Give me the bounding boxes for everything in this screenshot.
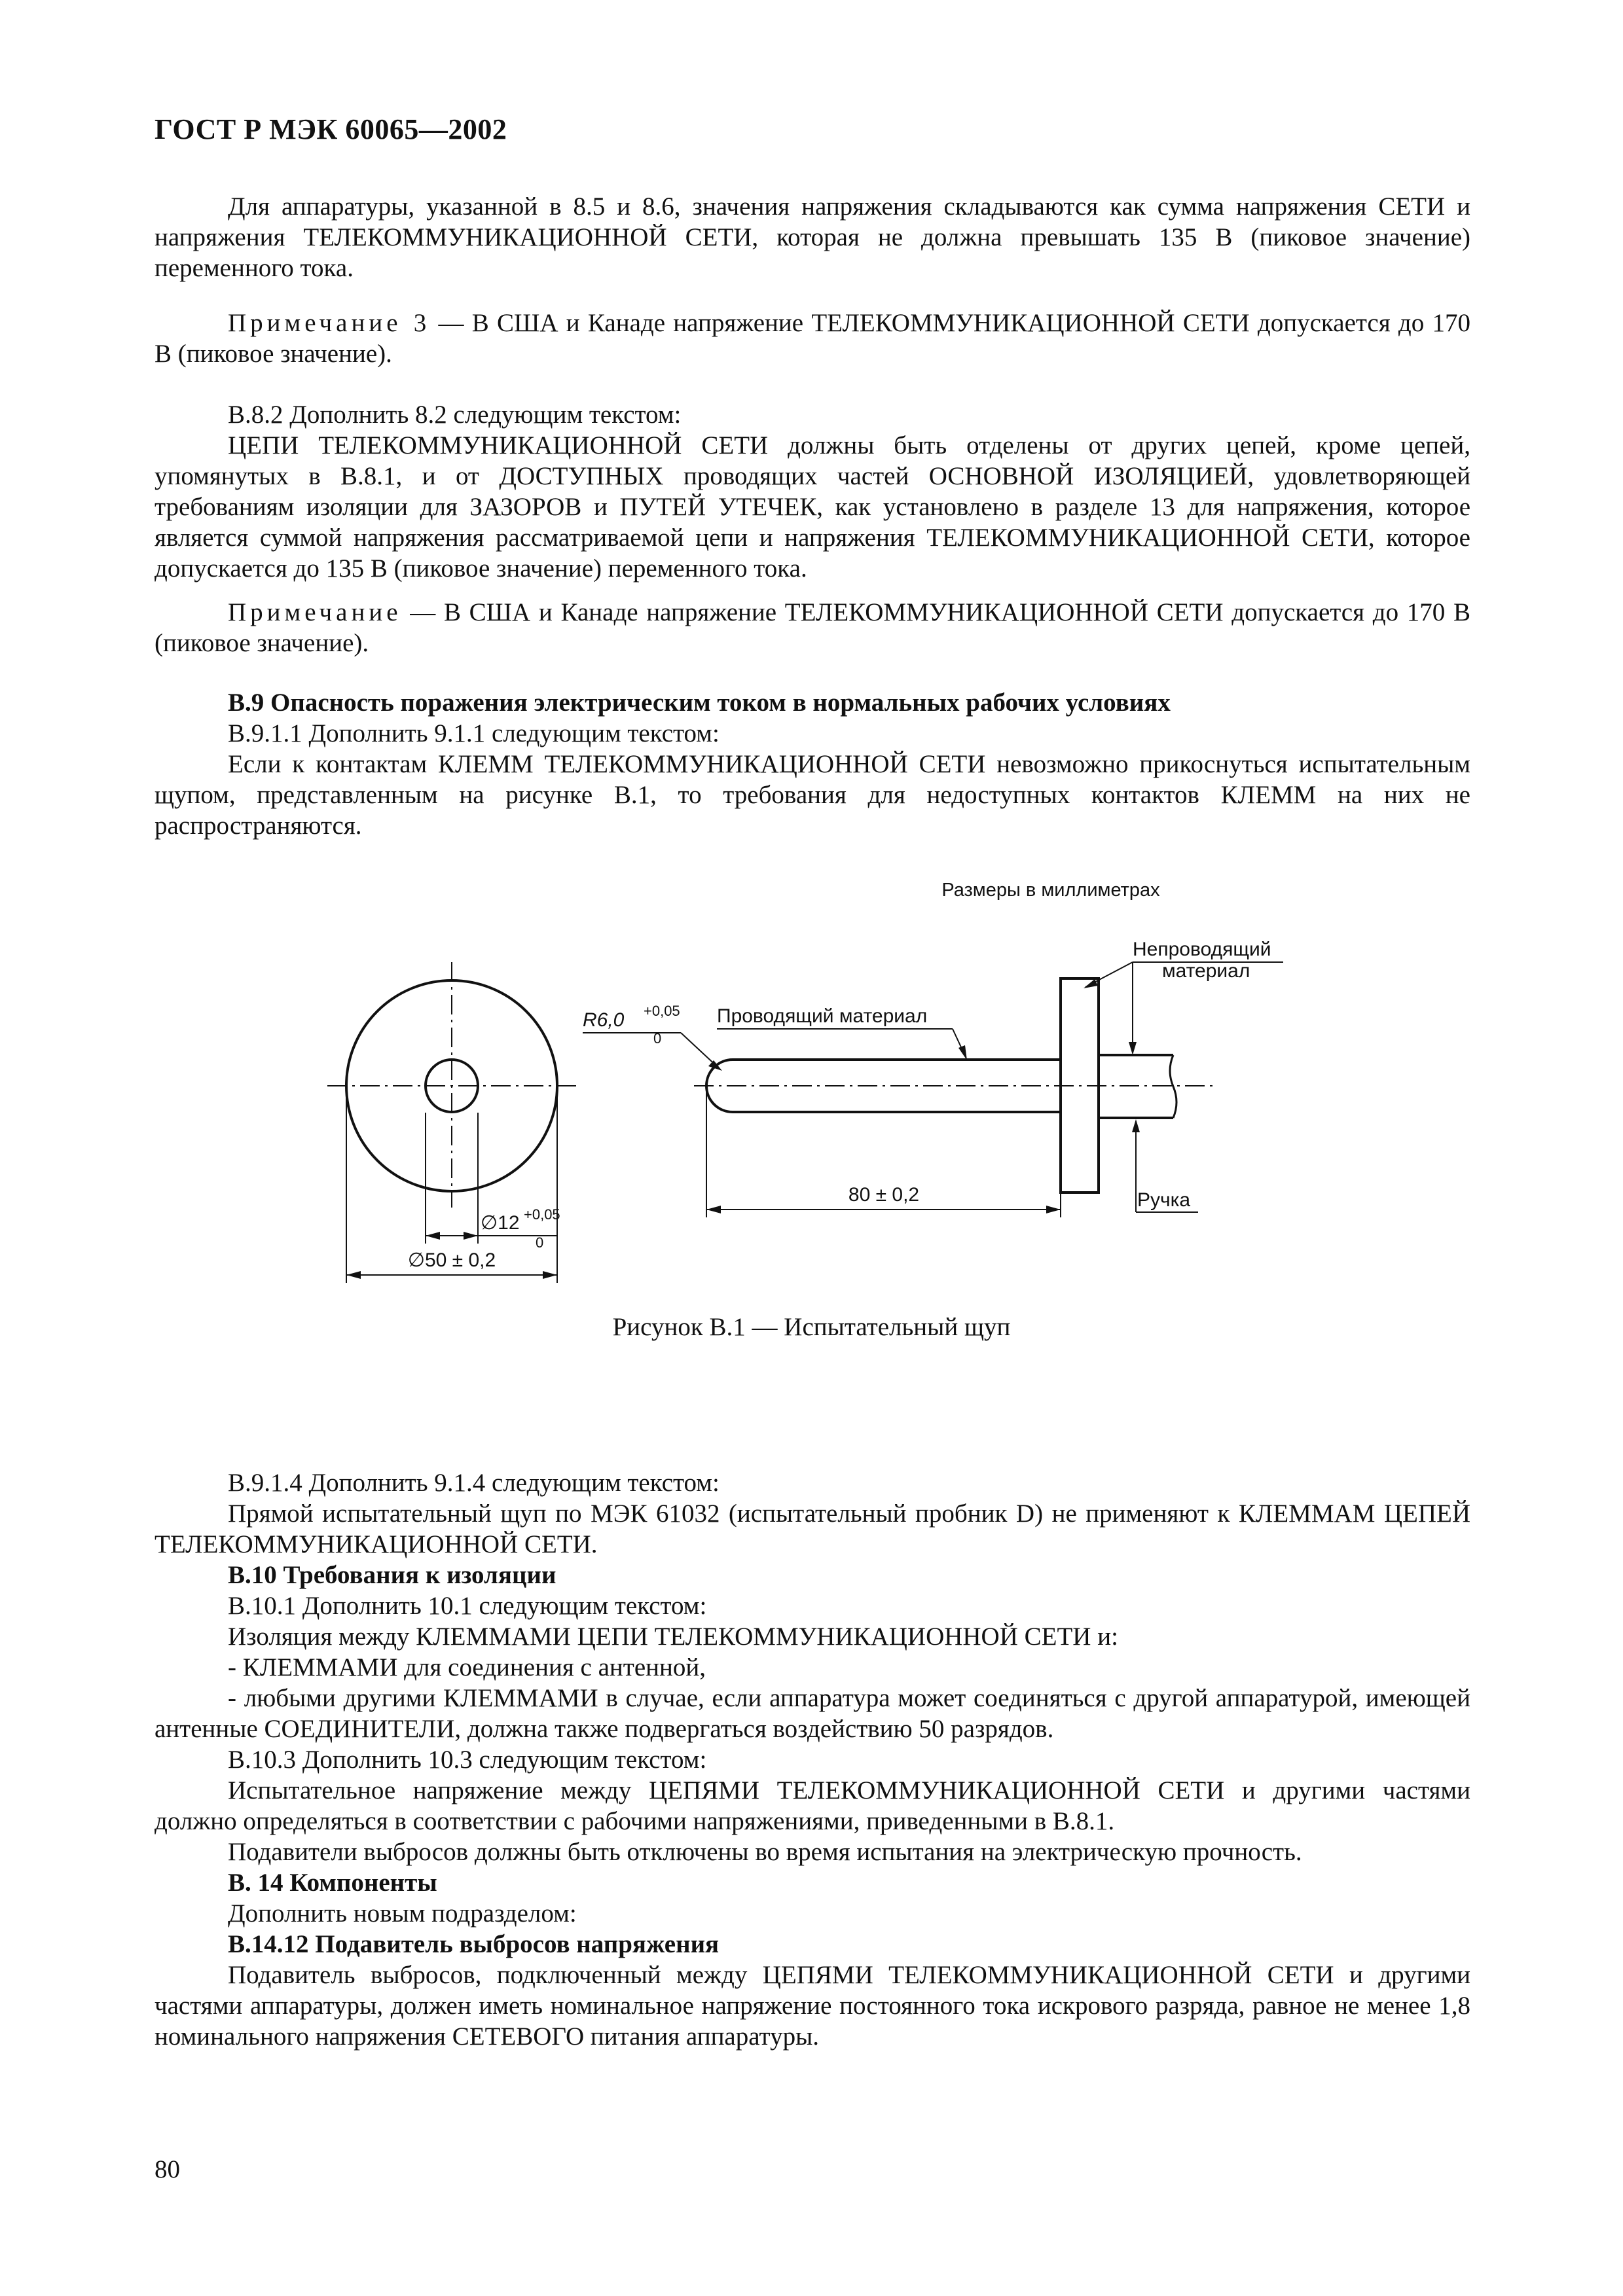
arrow-head — [1046, 1206, 1061, 1213]
arrow-head — [464, 1232, 478, 1240]
radius-label: R6,0 — [583, 1009, 625, 1031]
section-text: Подавитель выбросов, подключенный между ЦЕПЯМИ ТЕЛЕКОММУНИКАЦИОННОЙ СЕТИ и другими частями аппаратуры, должен иметь номинальное напряжение постоянного тока искрового разряда, равное не менее 1,8 номинального напряжения СЕТЕВОГО питания аппаратуры. — [155, 1961, 1470, 2051]
inner-diameter-label: ∅12 — [481, 1212, 520, 1234]
subsection-heading: B.9.1.4 Дополнить 9.1.4 следующим текстом: — [228, 1469, 720, 1497]
outer-diameter-label: ∅50 ± 0,2 — [407, 1249, 496, 1271]
inner-diameter-tol-upper: +0,05 — [524, 1206, 560, 1223]
note-text: — В США и Канаде напряжение ТЕЛЕКОММУНИКАЦИОННОЙ СЕТИ допускается до 170 В (пиковое значение). — [155, 598, 1470, 657]
section-b82 — [155, 399, 1470, 584]
list-item: - КЛЕММАМИ для соединения с антенной, — [228, 1653, 706, 1681]
radius-tol-lower: 0 — [653, 1030, 662, 1047]
length-label: 80 ± 0,2 — [848, 1184, 920, 1206]
arrow-head — [426, 1232, 440, 1240]
arrow-head — [346, 1271, 361, 1279]
figure-caption: Рисунок B.1 — Испытательный щуп — [612, 1313, 1011, 1341]
section-b9 — [155, 687, 1470, 841]
section-heading: B.9 Опасность поражения электрическим током в нормальных рабочих условиях — [228, 689, 1171, 717]
paragraph-text: Для аппаратуры, указанной в 8.5 и 8.6, значения напряжения складываются как сумма напряжения СЕТИ и напряжения ТЕЛЕКОММУНИКАЦИОННОЙ СЕТИ, которая не должна превышать 135 В (пиковое значение) переменного тока. — [155, 192, 1470, 282]
subsection-heading: B.9.1.1 Дополнить 9.1.1 следующим текстом: — [228, 719, 720, 747]
arrow-head — [1129, 1042, 1137, 1055]
arrow-head — [1132, 1119, 1140, 1132]
arrow-head — [706, 1206, 721, 1213]
list-item: - любыми другими КЛЕММАМИ в случае, если аппаратура может соединяться с другой аппаратурой, имеющей антенные СОЕДИНИТЕЛИ, должна также подвергаться воздействию 50 разрядов. — [155, 1684, 1470, 1743]
subsection-heading: B.10.3 Дополнить 10.3 следующим текстом: — [228, 1746, 707, 1774]
note-plain — [155, 597, 1470, 658]
arrow-head — [1084, 979, 1098, 988]
section-text: Изоляция между КЛЕММАМИ ЦЕПИ ТЕЛЕКОММУНИКАЦИОННОЙ СЕТИ и: — [228, 1623, 1118, 1651]
section-heading: B.14.12 Подавитель выбросов напряжения — [228, 1930, 720, 1958]
conductive-material-label: Проводящий материал — [717, 1005, 928, 1027]
section-heading: B. 14 Компоненты — [228, 1869, 437, 1897]
arrow-head — [543, 1271, 557, 1279]
radius-tol-upper: +0,05 — [644, 1003, 680, 1019]
section-b914-b1412 — [155, 1467, 1470, 2052]
note-text: — В США и Канаде напряжение ТЕЛЕКОММУНИКАЦИОННОЙ СЕТИ допускается до 170 В (пиковое значение). — [155, 309, 1470, 368]
subsection-heading: B.10.1 Дополнить 10.1 следующим текстом: — [228, 1592, 707, 1620]
nonconductive-label-line2: материал — [1162, 960, 1250, 982]
nonconductive-label-line1: Непроводящий — [1133, 939, 1271, 960]
section-text: ЦЕПИ ТЕЛЕКОММУНИКАЦИОННОЙ СЕТИ должны быть отделены от других цепей, кроме цепей, упомянутых в B.8.1, и от ДОСТУПНЫХ проводящих частей ОСНОВНОЙ ИЗОЛЯЦИЕЙ, удовлетворяющей требованиям изоляции для ЗАЗОРОВ и ПУТЕЙ УТЕЧЕК, как установлено в разделе 13 для напряжения, которое является суммой напряжения рассматриваемой цепи и напряжения ТЕЛЕКОММУНИКАЦИОННОЙ СЕТИ, которое допускается до 135 В (пиковое значение) переменного тока. — [155, 431, 1470, 583]
paragraph-voltage-sum — [155, 191, 1470, 283]
section-text: Дополнить новым подразделом: — [228, 1899, 577, 1928]
figure-test-probe — [0, 851, 1623, 1309]
note-label: Примечание 3 — [228, 309, 431, 337]
standard-header: ГОСТ Р МЭК 60065—2002 — [155, 113, 507, 145]
section-heading: B.8.2 Дополнить 8.2 следующим текстом: — [228, 401, 682, 429]
note-3 — [155, 308, 1470, 369]
section-text: Подавители выбросов должны быть отключены во время испытания на электрическую прочность. — [228, 1838, 1302, 1866]
section-text: Если к контактам КЛЕММ ТЕЛЕКОММУНИКАЦИОННОЙ СЕТИ невозможно прикоснуться испытательным щупом, представленным на рисунке B.1, то требования для недоступных контактов КЛЕММ на них не распространяются. — [155, 750, 1470, 840]
section-text: Испытательное напряжение между ЦЕПЯМИ ТЕЛЕКОММУНИКАЦИОННОЙ СЕТИ и другими частями должно определяться в соответствии с рабочими напряжениями, приведенными в B.8.1. — [155, 1776, 1470, 1835]
dimensions-note: Размеры в миллиметрах — [941, 880, 1160, 901]
arrow-head — [958, 1045, 967, 1060]
handle-label: Ручка — [1137, 1189, 1191, 1211]
page-number: 80 — [155, 2155, 180, 2183]
note-label: Примечание — [228, 598, 402, 626]
section-text: Прямой испытательный щуп по МЭК 61032 (испытательный пробник D) не применяют к КЛЕММАМ ЦЕПЕЙ ТЕЛЕКОММУНИКАЦИОННОЙ СЕТИ. — [155, 1499, 1470, 1558]
inner-diameter-tol-lower: 0 — [536, 1234, 544, 1251]
section-heading: B.10 Требования к изоляции — [228, 1561, 556, 1589]
